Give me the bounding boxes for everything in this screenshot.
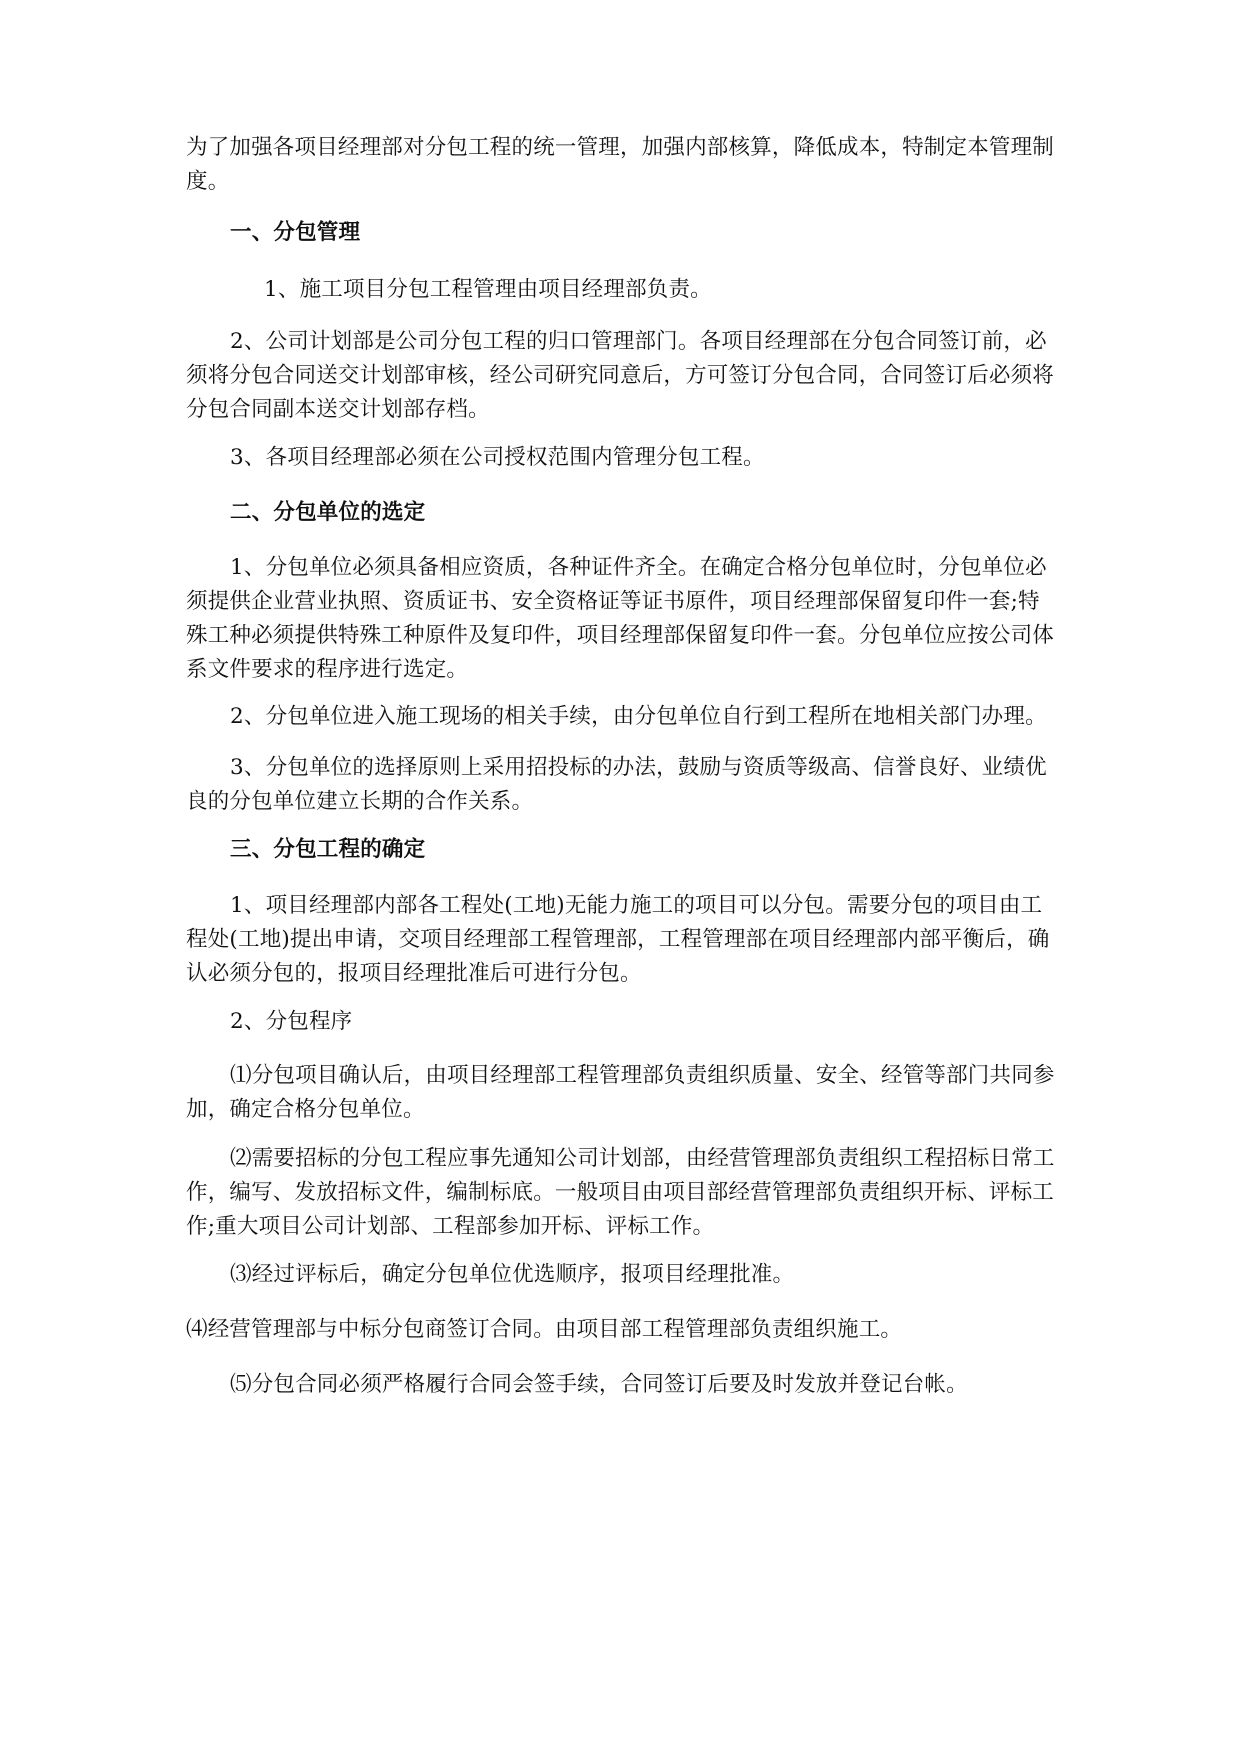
procedure-step-5: ⑸分包合同必须严格履行合同会签手续，合同签订后要及时发放并登记台帐。 <box>230 1372 968 1397</box>
section-2-item-2: 2、分包单位进入施工现场的相关手续，由分包单位自行到工程所在地相关部门办理。 <box>230 704 1047 729</box>
section-3-item-1: 1、项目经理部内部各工程处(工地)无能力施工的项目可以分包。需要分包的项目由工程处(工地)提出申请，交项目经理部工程管理部，工程管理部在项目经理部内部平衡后，确认必须分包的，报项目经理批准后可进行分包。 <box>186 893 1050 986</box>
section-2-heading: 二、分包单位的选定 <box>230 500 426 525</box>
section-1-item-1: 1、施工项目分包工程管理由项目经理部负责。 <box>264 277 712 302</box>
section-1-item-2: 2、公司计划部是公司分包工程的归口管理部门。各项目经理部在分包合同签订前，必须将分包合同送交计划部审核，经公司研究同意后，方可签订分包合同，合同签订后必须将分包合同副本送交计划部存档。 <box>186 329 1055 422</box>
section-1-item-3: 3、各项目经理部必须在公司授权范围内管理分包工程。 <box>230 445 765 470</box>
section-3-item-2: 2、分包程序 <box>230 1009 353 1034</box>
procedure-step-3: ⑶经过评标后，确定分包单位优选顺序，报项目经理批准。 <box>230 1262 795 1287</box>
procedure-step-1: ⑴分包项目确认后，由项目经理部工程管理部负责组织质量、安全、经管等部门共同参加，确定合格分包单位。 <box>186 1063 1055 1122</box>
intro-paragraph: 为了加强各项目经理部对分包工程的统一管理，加强内部核算，降低成本，特制定本管理制度。 <box>186 135 1055 194</box>
procedure-step-4: ⑷经营管理部与中标分包商签订合同。由项目部工程管理部负责组织施工。 <box>186 1317 903 1342</box>
section-1-heading: 一、分包管理 <box>230 220 361 245</box>
procedure-step-2: ⑵需要招标的分包工程应事先通知公司计划部，由经营管理部负责组织工程招标日常工作，编写、发放招标文件，编制标底。一般项目由项目部经营管理部负责组织开标、评标工作;重大项目公司计划部、工程部参加开标、评标工作。 <box>186 1146 1055 1239</box>
section-2-item-1: 1、分包单位必须具备相应资质，各种证件齐全。在确定合格分包单位时，分包单位必须提供企业营业执照、资质证书、安全资格证等证书原件，项目经理部保留复印件一套;特殊工种必须提供特殊工种原件及复印件，项目经理部保留复印件一套。分包单位应按公司体系文件要求的程序进行选定。 <box>186 555 1055 682</box>
section-2-item-3: 3、分包单位的选择原则上采用招投标的办法，鼓励与资质等级高、信誉良好、业绩优良的分包单位建立长期的合作关系。 <box>186 755 1047 814</box>
section-3-heading: 三、分包工程的确定 <box>230 837 426 862</box>
